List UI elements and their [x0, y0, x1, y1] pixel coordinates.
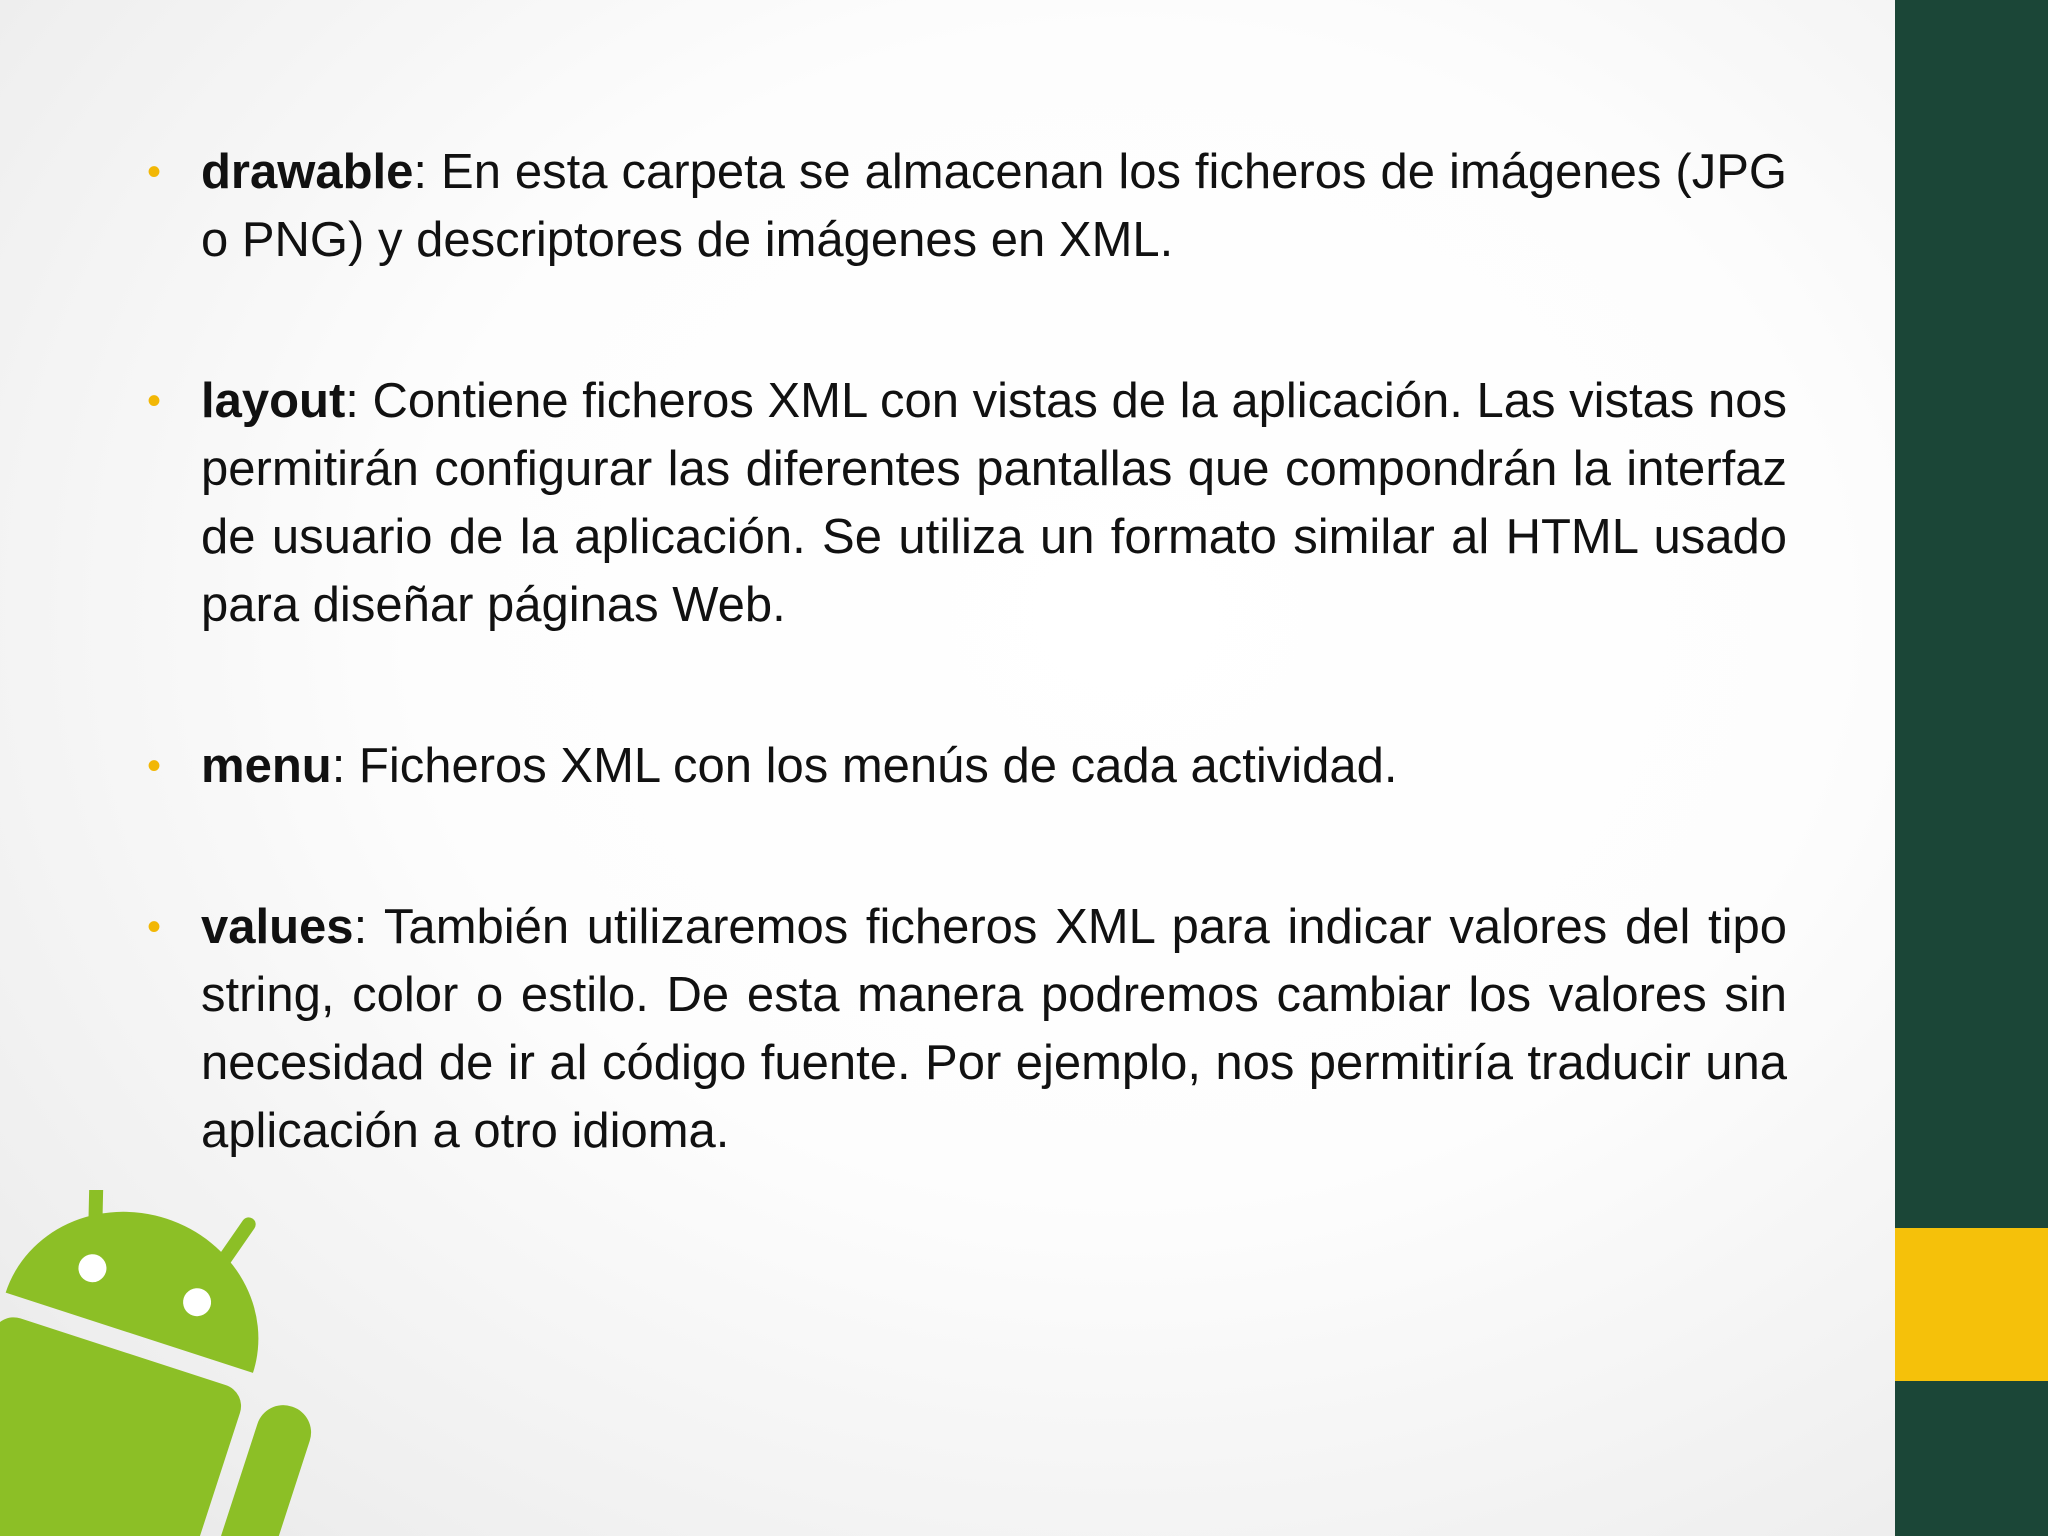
bullet-text: : Contiene ficheros XML con vistas de la aplicación. Las vistas nos permitirán configurar las diferentes pantallas que compondrán la interfaz de usuario de la aplicación. Se utiliza un formato similar al HTML usado para diseñar páginas Web. — [201, 374, 1787, 632]
side-accent-block — [1895, 1228, 2048, 1381]
bullet-dot: • — [147, 905, 162, 949]
bullet-text: : También utilizaremos ficheros XML para indicar valores del tipo string, color o estilo. De esta manera podremos cambiar los valores sin necesidad de ir al código fuente. Por ejemplo, nos permitiría traducir una aplicación a otro idioma. — [201, 900, 1787, 1158]
bullet-text: : Ficheros XML con los menús de cada actividad. — [331, 739, 1398, 793]
android-robot-icon — [0, 1190, 320, 1536]
slide-content — [145, 138, 1787, 1165]
bullet-item-menu — [145, 732, 1787, 800]
bullet-dot: • — [147, 150, 162, 194]
bullet-dot: • — [147, 379, 162, 423]
bullet-item-values — [145, 893, 1787, 1165]
bullet-text: : En esta carpeta se almacenan los ficheros de imágenes (JPG o PNG) y descriptores de imágenes en XML. — [201, 145, 1787, 267]
bullet-term: menu — [201, 739, 332, 793]
bullet-item-layout — [145, 367, 1787, 639]
bullet-item-drawable — [145, 138, 1787, 274]
bullet-term: layout — [201, 374, 346, 428]
bullet-term: values — [201, 900, 354, 954]
bullet-term: drawable — [201, 145, 414, 199]
bullet-dot: • — [147, 744, 162, 788]
